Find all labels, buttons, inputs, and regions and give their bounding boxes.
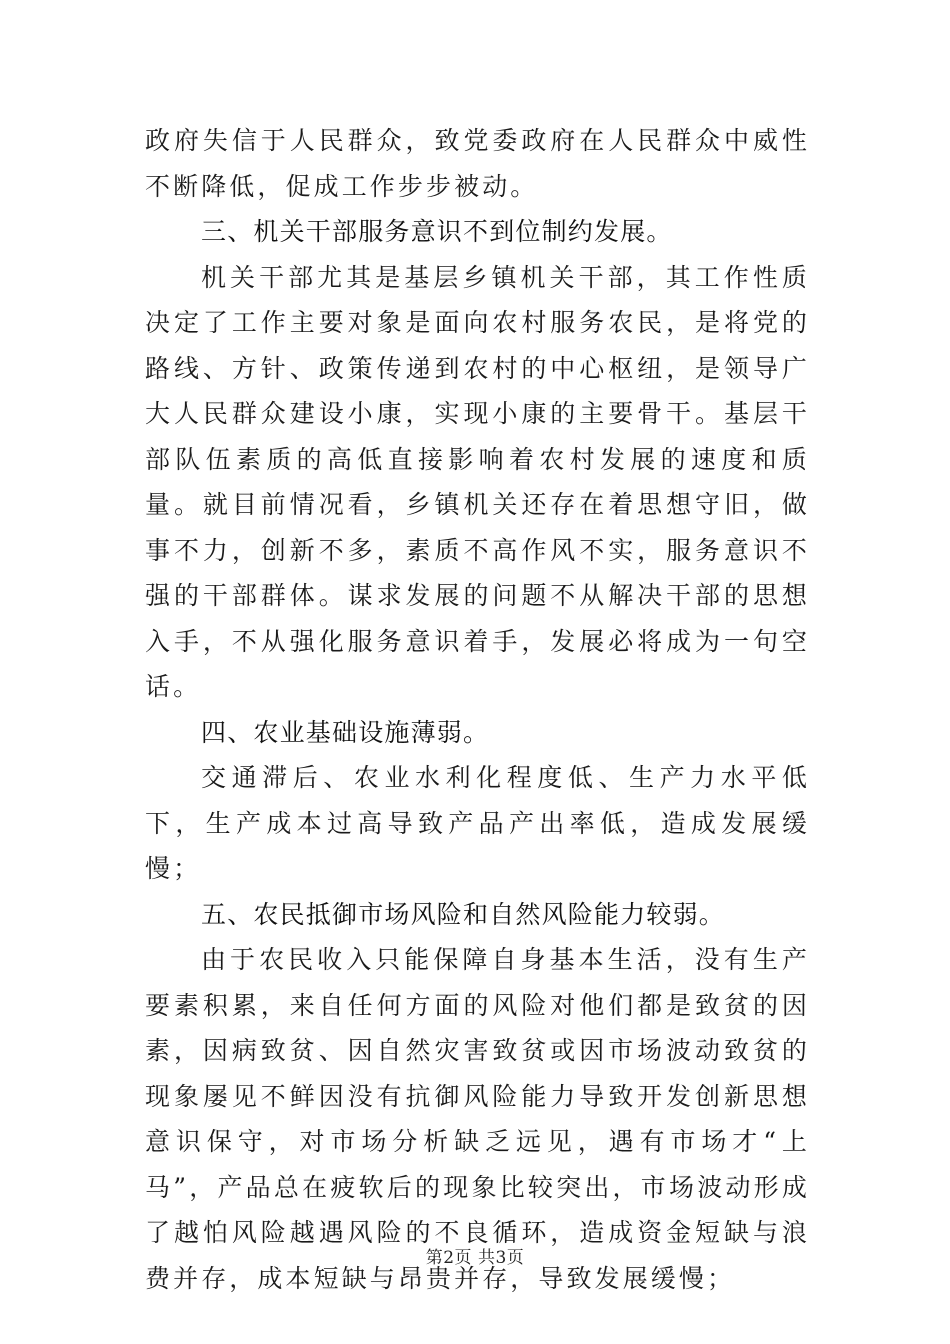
paragraph-section-5: 由于农民收入只能保障自身基本生活，没有生产要素积累，来自任何方面的风险对他们都是致贫的因素，因病致贫、因自然灾害致贫或因市场波动致贫的现象屡见不鲜因没有抗御风险能力导致开发创新思想意识保守，对市场分析缺乏远见，遇有市场才“上马”，产品总在疲软后的现象比较突出，市场波动形成了越怕风险越遇风险的不良循环，造成资金短缺与浪费并存，成本短缺与昂贵并存，导致发展缓慢； <box>145 945 810 1293</box>
paragraph-section-3: 机关干部尤其是基层乡镇机关干部，其工作性质决定了工作主要对象是面向农村服务农民，是将党的路线、方针、政策传递到农村的中心枢纽，是领导广大人民群众建设小康，实现小康的主要骨干。基层干部队伍素质的高低直接影响着农村发展的速度和质量。就目前情况看，乡镇机关还存在着思想守旧，做事不力，创新不多，素质不高作风不实，服务意识不强的干部群体。谋求发展的问题不从解决干部的思想入手，不从强化服务意识着手，发展必将成为一句空话。 <box>145 262 810 701</box>
page-number-footer: 第2页 共3页 <box>425 1248 525 1268</box>
paragraph-section-4: 交通滞后、农业水利化程度低、生产力水平低下，生产成本过高导致产品产出率低，造成发展缓慢； <box>145 763 810 883</box>
section-heading-3: 三、机关干部服务意识不到位制约发展。 <box>201 217 673 246</box>
document-body <box>145 118 810 1301</box>
section-heading-4: 四、农业基础设施薄弱。 <box>201 717 490 747</box>
section-heading-5: 五、农民抵御市场风险和自然风险能力较弱。 <box>201 899 726 929</box>
paragraph-continuation: 政府失信于人民群众，致党委政府在人民群众中威性不断降低，促成工作步步被动。 <box>145 126 810 201</box>
